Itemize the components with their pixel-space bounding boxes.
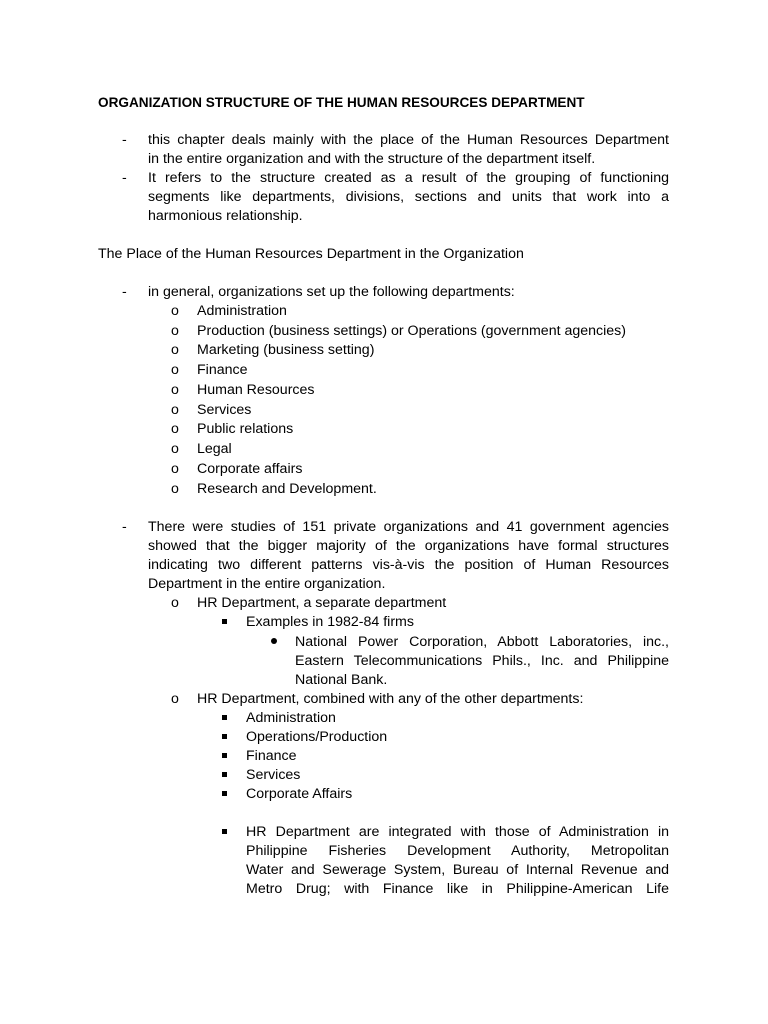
examples-line-1: National Power Corporation, Abbott Laboratories, inc.,	[295, 634, 669, 650]
circle-marker: o	[171, 303, 179, 319]
square-bullet-icon	[222, 791, 227, 796]
circle-marker: o	[171, 595, 179, 611]
square-bullet-icon	[222, 715, 227, 720]
department-item: Legal	[197, 441, 232, 457]
examples-line-2: Eastern Telecommunications Phils., Inc. and Philippine	[295, 653, 669, 669]
department-item: Corporate affairs	[197, 461, 303, 477]
studies-line-3: indicating two different patterns vis-à-vis the position of Human Resources	[148, 557, 669, 573]
department-item: Public relations	[197, 421, 294, 437]
separate-department-label: HR Department, a separate department	[197, 595, 447, 611]
circle-marker: o	[171, 362, 179, 378]
circle-marker: o	[171, 382, 179, 398]
general-bullet: in general, organizations set up the following departments:	[148, 284, 515, 300]
dash-marker: -	[122, 132, 127, 148]
round-bullet-icon	[271, 638, 277, 644]
integrated-line-2: Philippine Fisheries Development Authority, Metropolitan	[246, 843, 669, 859]
intro-bullet-2-line-2: segments like departments, divisions, sections and units that work into a	[148, 189, 669, 205]
circle-marker: o	[171, 402, 179, 418]
circle-marker: o	[171, 342, 179, 358]
studies-line-1: There were studies of 151 private organizations and 41 government agencies	[148, 519, 669, 535]
department-item: Administration	[197, 303, 287, 319]
combined-item: Corporate Affairs	[246, 786, 353, 802]
circle-marker: o	[171, 481, 179, 497]
page-title: ORGANIZATION STRUCTURE OF THE HUMAN RESOURCES DEPARTMENT	[98, 95, 585, 110]
integrated-line-1: HR Department are integrated with those of Administration in	[246, 824, 669, 840]
circle-marker: o	[171, 461, 179, 477]
combined-item: Administration	[246, 710, 336, 726]
intro-bullet-1-line-1: this chapter deals mainly with the place of the Human Resources Department	[148, 132, 669, 148]
section-heading: The Place of the Human Resources Department in the Organization	[98, 246, 524, 262]
department-item: Services	[197, 402, 252, 418]
combined-item: Operations/Production	[246, 729, 388, 745]
circle-marker: o	[171, 441, 179, 457]
integrated-line-4: Metro Drug; with Finance like in Philippine-American Life	[246, 881, 669, 897]
intro-bullet-2-line-3: harmonious relationship.	[148, 208, 303, 224]
combined-item: Finance	[246, 748, 297, 764]
department-item: Finance	[197, 362, 248, 378]
circle-marker: o	[171, 421, 179, 437]
department-item: Marketing (business setting)	[197, 342, 375, 358]
dash-marker: -	[122, 284, 127, 300]
integrated-line-3: Water and Sewerage System, Bureau of Internal Revenue and	[246, 862, 669, 878]
department-item: Production (business settings) or Operations (government agencies)	[197, 323, 626, 339]
intro-bullet-1-line-2: in the entire organization and with the structure of the department itself.	[148, 151, 596, 167]
square-bullet-icon	[222, 829, 227, 834]
square-bullet-icon	[222, 619, 227, 624]
square-bullet-icon	[222, 734, 227, 739]
intro-bullet-2-line-1: It refers to the structure created as a result of the grouping of functioning	[148, 170, 669, 186]
studies-line-4: Department in the entire organization.	[148, 576, 386, 592]
department-item: Human Resources	[197, 382, 315, 398]
square-bullet-icon	[222, 753, 227, 758]
dash-marker: -	[122, 170, 127, 186]
examples-label: Examples in 1982-84 firms	[246, 614, 414, 630]
combined-department-label: HR Department, combined with any of the other departments:	[197, 691, 584, 707]
department-item: Research and Development.	[197, 481, 377, 497]
circle-marker: o	[171, 691, 179, 707]
examples-line-3: National Bank.	[295, 672, 388, 688]
circle-marker: o	[171, 323, 179, 339]
square-bullet-icon	[222, 772, 227, 777]
studies-line-2: showed that the bigger majority of the organizations have formal structures	[148, 538, 669, 554]
combined-item: Services	[246, 767, 301, 783]
dash-marker: -	[122, 519, 127, 535]
